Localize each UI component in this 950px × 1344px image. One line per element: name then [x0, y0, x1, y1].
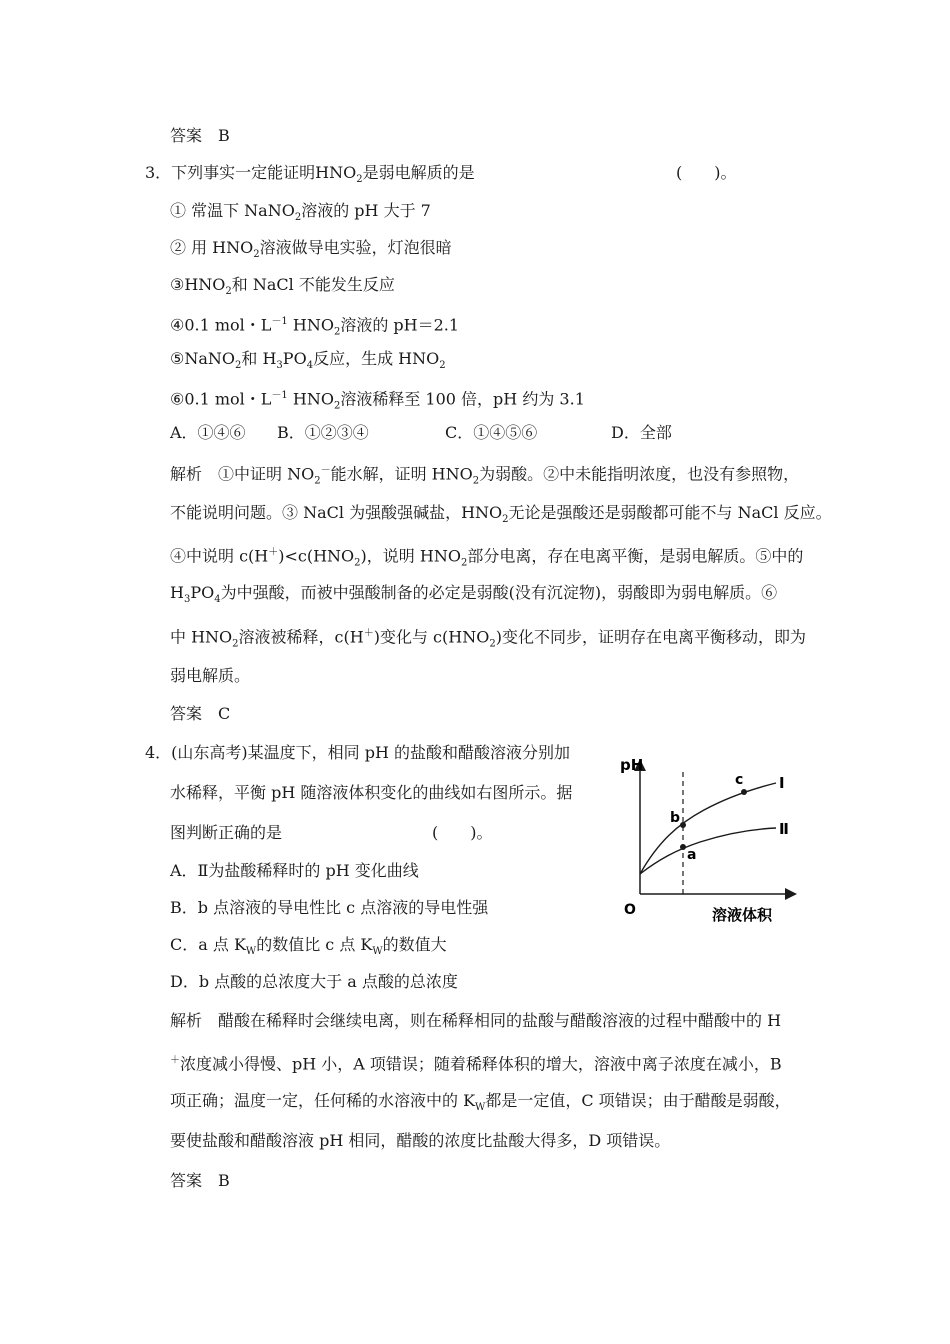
q3-stem: 3．下列事实一定能证明$HNO_2$是弱电解质的是 [145, 163, 475, 186]
q3-option-d: D．全部 [611, 423, 672, 442]
curve-II [640, 828, 776, 874]
prev-answer: 答案 B [170, 126, 230, 145]
q3-explanation-line-1: 解析 ①中证明 $NO_2^-$能水解，证明 $HNO_2$为弱酸。②中未能指明浓度，也没有参照物， [170, 464, 800, 487]
q3-explanation-line-3: ④中说明 $c(H^+)<c(HNO_2)$，说明 $HNO_2$部分电离，存在电离平衡，是弱电解质。⑤中的 [170, 546, 804, 569]
ph-dilution-figure [618, 752, 800, 930]
point-c-label: c [735, 772, 744, 788]
q3-option-a: A．①④⑥ [170, 423, 246, 442]
point-a-label: a [687, 847, 697, 863]
curve-I-label: Ⅰ [779, 774, 785, 792]
q3-item-1: ① 常温下 NaNO$_2$溶液的 pH 大于 7 [170, 201, 431, 224]
q4-explanation-line-1: 解析 醋酸在稀释时会继续电离，则在稀释相同的盐酸与醋酸溶液的过程中醋酸中的 H [170, 1011, 782, 1030]
q4-option-b: B．b 点溶液的导电性比 c 点溶液的导电性强 [170, 898, 489, 917]
x-axis-label: 溶液体积 [712, 906, 773, 924]
origin-label: O [624, 902, 636, 918]
q3-explanation-line-6: 弱电解质。 [170, 666, 251, 685]
q3-explanation-line-5: 中 $HNO_2$溶液被稀释，c(H＋)变化与 $c(HNO_2)$变化不同步，证明存在电离平衡移动，即为 [170, 627, 806, 650]
point-b [680, 822, 686, 828]
q3-answer-paren: ( )。 [676, 163, 737, 182]
q3-option-c: C．①④⑤⑥ [445, 423, 538, 442]
point-a [680, 844, 686, 850]
q4-stem-line-1: 4．(山东高考)某温度下，相同 pH 的盐酸和醋酸溶液分别加 [145, 743, 571, 762]
q4-answer: 答案 B [170, 1171, 230, 1190]
q3-item-6: ⑥0.1 mol・$L^{-1}$ $HNO_2$溶液稀释至 100 倍，pH 约为 3.1 [170, 389, 585, 412]
q4-explanation-line-3: 项正确；温度一定，任何稀的水溶液中的 $K_W$都是一定值，C 项错误；由于醋酸是弱酸， [170, 1091, 791, 1114]
q4-explanation-line-4: 要使盐酸和醋酸溶液 pH 相同，醋酸的浓度比盐酸大得多，D 项错误。 [170, 1131, 671, 1150]
point-b-label: b [670, 810, 681, 826]
q3-item-5: ⑤NaNO$_2$和 $H_3PO_4$反应，生成 $HNO_2$ [170, 349, 446, 372]
q4-answer-paren: ( )。 [432, 823, 493, 842]
q4-option-a: A．Ⅱ为盐酸稀释时的 pH 变化曲线 [170, 861, 419, 880]
q3-item-2: ② 用 $HNO_2$溶液做导电实验，灯泡很暗 [170, 238, 452, 261]
q3-item-4: ④0.1 mol・$L^{-1}$ $HNO_2$溶液的 pH＝2.1 [170, 315, 460, 338]
point-c [741, 789, 747, 795]
q4-explanation-line-2: ＋浓度减小得慢、pH 小，A 项错误；随着稀释体积的增大，溶液中离子浓度在减小，B [170, 1054, 782, 1074]
q3-answer: 答案 C [170, 704, 231, 723]
q4-option-d: D．b 点酸的总浓度大于 a 点酸的总浓度 [170, 972, 458, 991]
q4-stem-line-3: 图判断正确的是 [170, 823, 283, 842]
q4-stem-line-2: 水稀释，平衡 pH 随溶液体积变化的曲线如右图所示。据 [170, 783, 573, 802]
q3-explanation-line-4: $H_3PO_4$为中强酸，而被中强酸制备的必定是弱酸(没有沉淀物)，弱酸即为弱电解质。⑥ [170, 583, 778, 606]
curve-II-label: Ⅱ [779, 820, 789, 838]
y-axis-label: pH [620, 756, 644, 774]
q3-explanation-line-2: 不能说明问题。③ NaCl 为强酸强碱盐，$HNO_2$无论是强酸还是弱酸都可能不与 NaCl 反应。 [170, 503, 832, 526]
q4-option-c: C．a 点 $K_W$的数值比 c 点 $K_W$的数值大 [170, 935, 447, 958]
q3-option-b: B．①②③④ [277, 423, 369, 442]
q3-item-3: $③HNO_2$和 NaCl 不能发生反应 [170, 275, 395, 298]
